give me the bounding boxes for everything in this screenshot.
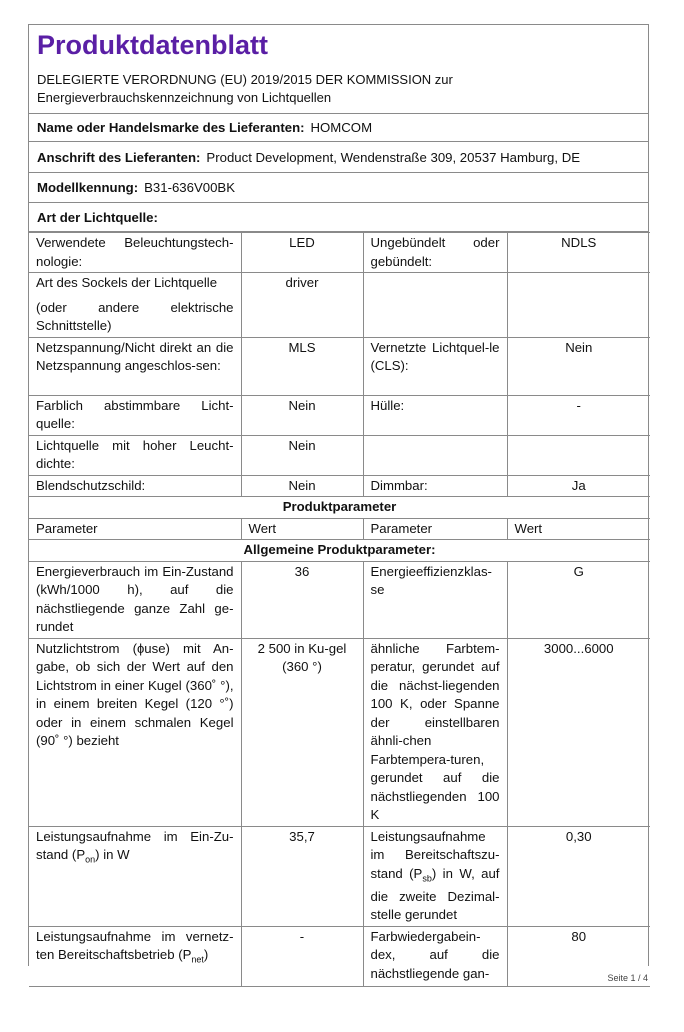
standby-label-suffix: ) in W, auf die zweite Dezimal-stelle gerundet — [370, 865, 500, 923]
param-label: Blendschutzschild: — [29, 475, 241, 497]
param-label: Lichtquelle mit hoher Leucht-dichte: — [29, 435, 241, 475]
param-value: Nein — [507, 337, 650, 395]
param-value: NDLS — [507, 233, 650, 273]
power-on-subscript: on — [85, 854, 96, 865]
column-header-row — [29, 518, 650, 540]
param-value: 3000...6000 — [507, 638, 650, 826]
param-value: MLS — [241, 337, 363, 395]
param-value: - — [241, 926, 363, 986]
supplier-address-row — [29, 142, 648, 173]
column-header-parameter: Parameter — [29, 518, 241, 540]
param-label — [29, 273, 241, 338]
standby-subscript: sb — [422, 873, 432, 884]
param-value: Ja — [507, 475, 650, 497]
param-label: Vernetzte Lichtquel-le (CLS): — [363, 337, 507, 395]
param-value: 35,7 — [241, 826, 363, 926]
table-row — [29, 395, 650, 435]
networked-standby-subscript: net — [191, 954, 204, 965]
supplier-name-row — [29, 114, 648, 142]
light-source-type-label: Art der Lichtquelle: — [37, 209, 158, 225]
column-header-value: Wert — [507, 518, 650, 540]
model-label: Modellkennung: — [37, 180, 139, 195]
column-header-parameter: Parameter — [363, 518, 507, 540]
light-source-type-row — [29, 203, 648, 232]
param-value: 2 500 in Ku-gel (360 °) — [241, 638, 363, 826]
param-value: 36 — [241, 561, 363, 638]
param-label: Netzspannung/Nicht direkt an die Netzspannung angeschlos-sen: — [29, 337, 241, 395]
param-label: Hülle: — [363, 395, 507, 435]
supplier-address-value: Product Development, Wendenstraße 309, 20537 Hamburg, DE — [206, 149, 581, 165]
param-value — [507, 435, 650, 475]
param-value: G — [507, 561, 650, 638]
param-label: Dimmbar: — [363, 475, 507, 497]
supplier-name-label: Name oder Handelsmarke des Lieferanten: — [37, 120, 305, 135]
page-title: Produktdatenblatt — [37, 30, 269, 60]
model-row — [29, 173, 648, 203]
param-label — [363, 273, 507, 338]
param-label: Energieeffizienzklas-se — [363, 561, 507, 638]
networked-standby-label-suffix: ) — [203, 947, 209, 963]
section-header-row — [29, 497, 650, 519]
param-label: Farbwiedergabein-dex, auf die nächstliegende gan- — [363, 926, 507, 986]
light-source-table — [29, 232, 650, 987]
param-value: 0,30 — [507, 826, 650, 926]
param-label: Verwendete Beleuchtungstech-nologie: — [29, 233, 241, 273]
supplier-name-value: HOMCOM — [310, 120, 373, 135]
regulation-subtitle — [37, 71, 640, 107]
table-row — [29, 638, 650, 826]
power-on-label-suffix: ) in W — [95, 847, 130, 862]
param-label — [363, 826, 507, 926]
param-label — [29, 826, 241, 926]
param-label — [29, 926, 241, 986]
param-value: 80 — [507, 926, 650, 986]
param-label: Nutzlichtstrom (ɸuse) mit An-gabe, ob sich der Wert auf den Lichtstrom in einer Kugel (360˚ °), in einem breiten Kegel (120 °˚) oder in einem schmalen Kegel (90˚ °) bezieht — [29, 638, 241, 826]
subtitle-line-1: DELEGIERTE VERORDNUNG (EU) 2019/2015 DER KOMMISSION zur — [37, 72, 453, 87]
table-row — [29, 561, 650, 638]
header — [29, 25, 648, 114]
power-on-label-text: Leistungsaufnahme im Ein-Zu-stand (P — [36, 828, 234, 862]
table-row — [29, 826, 650, 926]
table-row — [29, 337, 650, 395]
column-header-value: Wert — [241, 518, 363, 540]
page-number: Seite 1 / 4 — [607, 973, 648, 983]
product-parameters-heading: Produktparameter — [29, 497, 650, 519]
param-label: ähnliche Farbtem-peratur, gerundet auf die nächst-liegenden 100 K, oder Spanne der einstellbaren ähnli-chen Farbtempera-turen, gerundet auf die nächstliegenden 100 K — [363, 638, 507, 826]
socket-label-note: (oder andere elektrische Schnittstelle) — [36, 299, 234, 333]
table-row — [29, 233, 650, 273]
param-value — [507, 273, 650, 338]
param-value: - — [507, 395, 650, 435]
param-label: Energieverbrauch im Ein-Zustand (kWh/1000 h), auf die nächstliegende ganze Zahl ge-rundet — [29, 561, 241, 638]
networked-standby-label-text: Leistungsaufnahme im vernetz-ten Bereitschaftsbetrieb (P — [36, 928, 234, 963]
subtitle-line-2: Energieverbrauchskennzeichnung von Lichtquellen — [37, 90, 332, 105]
param-value: Nein — [241, 475, 363, 497]
param-value: Nein — [241, 435, 363, 475]
table-row — [29, 926, 650, 986]
table-row — [29, 475, 650, 497]
standby-label-text: Leistungsaufnahme im Bereitschaftszu-stand (P — [370, 828, 500, 881]
socket-label: Art des Sockels der Lichtquelle — [36, 275, 218, 290]
table-row — [29, 273, 650, 338]
table-row — [29, 435, 650, 475]
param-label: Ungebündelt oder gebündelt: — [363, 233, 507, 273]
model-value: B31-636V00BK — [144, 180, 236, 195]
param-value: driver — [241, 273, 363, 338]
param-label — [363, 435, 507, 475]
param-value: Nein — [241, 395, 363, 435]
param-label: Farblich abstimmbare Licht-quelle: — [29, 395, 241, 435]
general-parameters-heading: Allgemeine Produktparameter: — [29, 540, 650, 562]
supplier-address-label: Anschrift des Lieferanten: — [37, 149, 201, 165]
param-value: LED — [241, 233, 363, 273]
section-header-row — [29, 540, 650, 562]
